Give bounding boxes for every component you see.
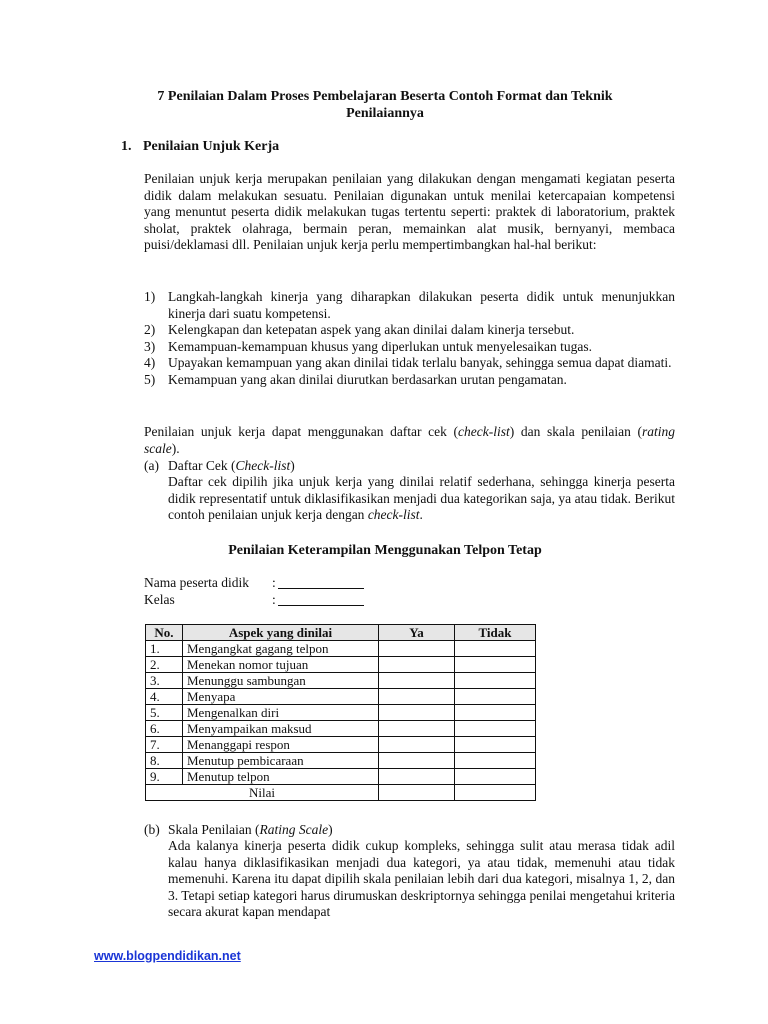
list-item-number: 3) xyxy=(144,338,156,354)
list-item-text: Kelengkapan dan ketepatan aspek yang akan dinilai dalam kinerja tersebut. xyxy=(168,322,575,337)
row-aspect: Menekan nomor tujuan xyxy=(183,657,379,673)
column-header-aspect: Aspek yang dinilai xyxy=(183,625,379,641)
yes-cell xyxy=(379,785,455,801)
row-number: 9. xyxy=(146,769,183,785)
table-row xyxy=(146,689,536,705)
table-header-row xyxy=(146,625,536,641)
class-field xyxy=(144,592,364,609)
yes-cell xyxy=(379,769,455,785)
list-item-text: Langkah-langkah kinerja yang diharapkan dilakukan peserta didik untuk menunjukkan kinerja dari suatu kompetensi. xyxy=(168,289,675,321)
no-cell xyxy=(455,721,536,737)
field-blank-line xyxy=(278,592,364,606)
column-header-yes: Ya xyxy=(379,625,455,641)
row-number: 6. xyxy=(146,721,183,737)
paragraph-methods-term: rating scale xyxy=(144,424,675,456)
table-title: Penilaian Keterampilan Menggunakan Telpon Tetap xyxy=(228,543,542,558)
list-item xyxy=(144,355,675,372)
list-item xyxy=(144,339,675,356)
field-label: Kelas xyxy=(144,592,175,607)
checklist-table xyxy=(145,624,536,801)
subsection-title-term: Rating Scale xyxy=(259,822,329,837)
criteria-list xyxy=(144,289,675,388)
section-heading xyxy=(121,139,279,156)
list-item-number: 2) xyxy=(144,322,156,337)
field-separator: : xyxy=(272,592,276,607)
yes-cell xyxy=(379,657,455,673)
yes-cell xyxy=(379,689,455,705)
footer-website-link[interactable]: www.blogpendidikan.net xyxy=(94,949,241,963)
yes-cell xyxy=(379,641,455,657)
table-total-row xyxy=(146,785,536,801)
no-cell xyxy=(455,641,536,657)
row-number: 2. xyxy=(146,657,183,673)
section-number: 1. xyxy=(121,139,132,154)
yes-cell xyxy=(379,721,455,737)
row-number: 8. xyxy=(146,753,183,769)
list-item-number: 5) xyxy=(144,371,156,387)
subsection-body-term: check-list xyxy=(367,507,420,522)
row-aspect: Mengangkat gagang telpon xyxy=(183,641,379,657)
subsection-body-text: . xyxy=(419,507,423,522)
row-aspect: Menutup telpon xyxy=(183,769,379,785)
row-aspect: Menyampaikan maksud xyxy=(183,721,379,737)
no-cell xyxy=(455,705,536,721)
paragraph-methods-term: check-list xyxy=(458,424,510,439)
row-aspect: Menutup pembicaraan xyxy=(183,753,379,769)
field-blank-line xyxy=(278,575,364,589)
table-row xyxy=(146,769,536,785)
column-header-no: No. xyxy=(146,625,183,641)
no-cell xyxy=(455,769,536,785)
row-aspect: Menyapa xyxy=(183,689,379,705)
yes-cell xyxy=(379,737,455,753)
subsection-b-title xyxy=(144,822,675,839)
row-number: 5. xyxy=(146,705,183,721)
list-item-text: Kemampuan yang akan dinilai diurutkan berdasarkan urutan pengamatan. xyxy=(168,371,567,387)
row-aspect: Mengenalkan diri xyxy=(183,705,379,721)
paragraph-intro: Penilaian unjuk kerja merupakan penilaian yang dilakukan dengan mengamati kegiatan peserta didik dalam melakukan sesuatu. Penilaian digunakan untuk menilai ketercapaian kompetensi yang menuntut peserta didik melakukan tugas tertentu seperti: praktek di laboratorium, praktek sholat, praktek olahraga, bermain peran, memainkan alat musik, bernyanyi, membaca puisi/deklamasi dll. Penilaian unjuk kerja perlu mempertimbangkan hal-hal berikut: xyxy=(144,171,675,252)
no-cell xyxy=(455,657,536,673)
row-number: 7. xyxy=(146,737,183,753)
table-row xyxy=(146,705,536,721)
field-label: Nama peserta didik xyxy=(144,575,249,590)
subsection-title-term: Check-list xyxy=(235,458,291,473)
paragraph-methods xyxy=(144,424,675,457)
table-row xyxy=(146,721,536,737)
row-aspect: Menanggapi respon xyxy=(183,737,379,753)
paragraph-methods-text: Penilaian unjuk kerja dapat menggunakan daftar cek ( xyxy=(144,424,459,439)
document-title: 7 Penilaian Dalam Proses Pembelajaran Beserta Contoh Format dan Teknik Penilaiannya xyxy=(157,89,613,121)
field-separator: : xyxy=(272,575,276,590)
subsection-label: (b) xyxy=(144,822,160,837)
section-heading-text: Penilaian Unjuk Kerja xyxy=(143,139,280,154)
paragraph-methods-text: ) dan skala penilaian ( xyxy=(509,424,642,439)
student-name-field xyxy=(144,575,364,592)
table-row xyxy=(146,641,536,657)
yes-cell xyxy=(379,673,455,689)
subsection-label: (a) xyxy=(144,458,159,473)
row-number: 3. xyxy=(146,673,183,689)
list-item xyxy=(144,372,675,389)
table-row xyxy=(146,753,536,769)
list-item-text: Kemampuan-kemampuan khusus yang diperlukan untuk menyelesaikan tugas. xyxy=(168,338,593,354)
list-item xyxy=(144,322,675,339)
row-number: 4. xyxy=(146,689,183,705)
list-item-number: 1) xyxy=(144,289,156,304)
score-label: Nilai xyxy=(146,785,379,801)
row-number: 1. xyxy=(146,641,183,657)
table-row xyxy=(146,737,536,753)
paragraph-methods-text: ). xyxy=(171,440,180,456)
yes-cell xyxy=(379,753,455,769)
table-row xyxy=(146,673,536,689)
yes-cell xyxy=(379,705,455,721)
no-cell xyxy=(455,689,536,705)
no-cell xyxy=(455,753,536,769)
no-cell xyxy=(455,737,536,753)
no-cell xyxy=(455,785,536,801)
list-item-text: Upayakan kemampuan yang akan dinilai tidak terlalu banyak, sehingga semua dapat diamati. xyxy=(168,355,672,370)
list-item-number: 4) xyxy=(144,355,156,370)
subsection-title-text: Daftar Cek ( xyxy=(168,458,236,473)
list-item xyxy=(144,289,675,322)
subsection-title-text: Skala Penilaian ( xyxy=(168,822,260,837)
subsection-a-body xyxy=(168,474,675,524)
subsection-title-text: ) xyxy=(328,822,333,837)
subsection-b-body: Ada kalanya kinerja peserta didik cukup kompleks, sehingga sulit atau merasa tidak adil kalau hanya diklasifikasikan menjadi dua kategori, ya atau tidak, memenuhi atau tidak memenuhi. Karena itu dapat dipilih skala penilaian lebih dari dua kategori, misalnya 1, 2, dan 3. Tetapi setiap kategori harus dirumuskan deskriptornya sehingga penilai mengetahui kriteria secara akurat kapan mendapat xyxy=(168,838,675,919)
subsection-a-title xyxy=(144,458,675,475)
subsection-body-text: Daftar cek dipilih jika unjuk kerja yang dinilai relatif sederhana, sehingga kinerja peserta didik representatif untuk diklasifikasikan menjadi dua kategorikan saja, ya atau tidak. Berikut contoh penilaian unjuk kerja dengan xyxy=(168,474,675,522)
table-row xyxy=(146,657,536,673)
column-header-no-answer: Tidak xyxy=(455,625,536,641)
row-aspect: Menunggu sambungan xyxy=(183,673,379,689)
no-cell xyxy=(455,673,536,689)
subsection-title-text: ) xyxy=(290,458,295,473)
